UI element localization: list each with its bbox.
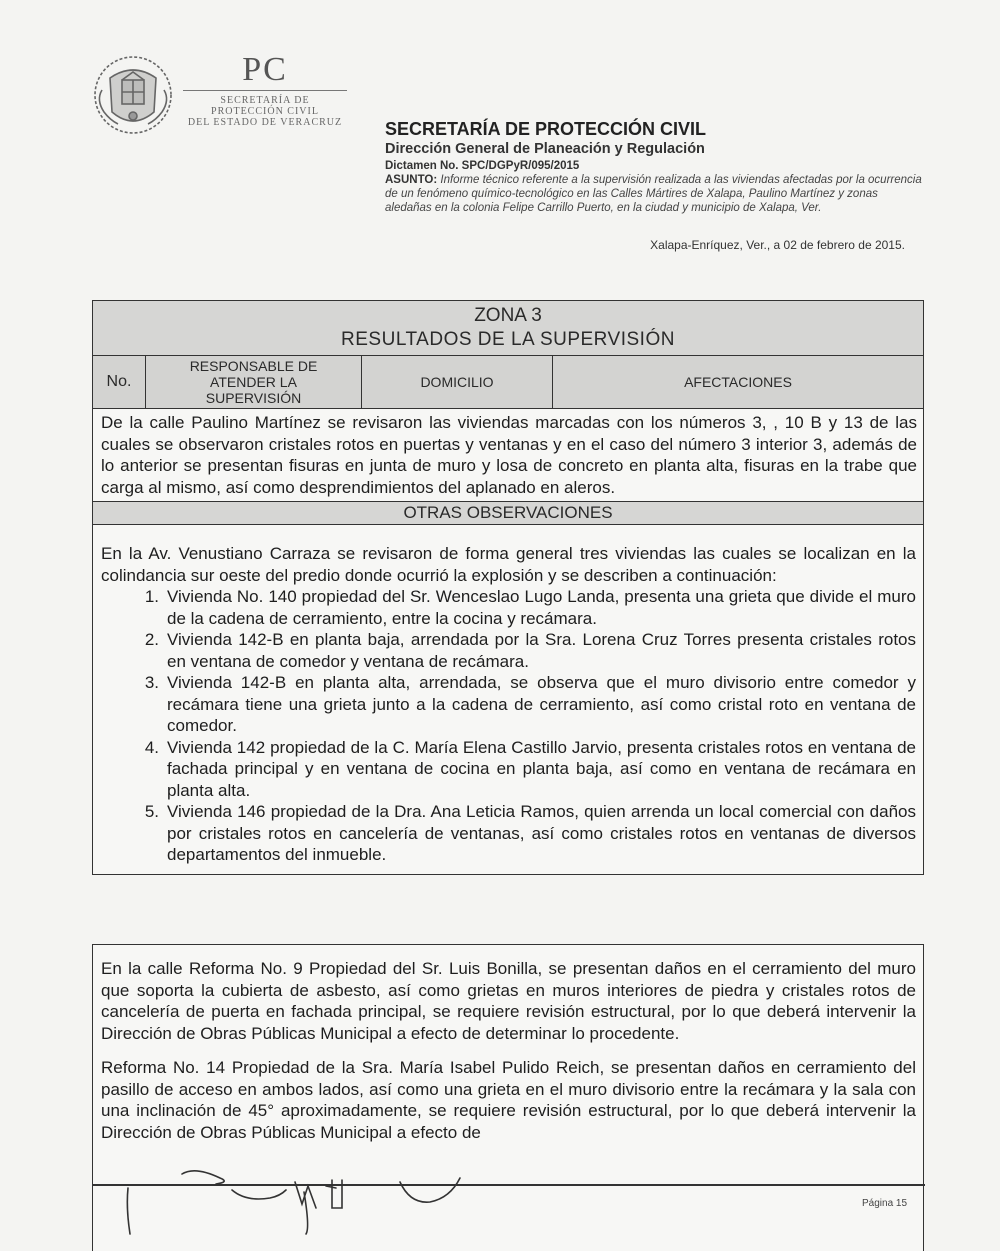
logo-rule [183, 90, 347, 91]
list-item-text: Vivienda No. 140 propiedad del Sr. Wenceslao Lugo Landa, presenta una grieta que divide el muro de la cadena de cerramiento, entre la cocina y recámara. [167, 587, 916, 628]
list-item [101, 672, 916, 737]
col-header-responsable-line: SUPERVISIÓN [205, 390, 302, 406]
dictamen-number: Dictamen No. SPC/DGPyR/095/2015 [385, 160, 580, 172]
header-subtitle: Dirección General de Planeación y Regulación [385, 141, 705, 157]
document-header [385, 118, 925, 252]
col-header-responsable-line: ATENDER LA [210, 374, 297, 390]
zone-header [93, 301, 923, 356]
list-item [101, 801, 916, 866]
header-title: SECRETARÍA DE PROTECCIÓN CIVIL [385, 119, 707, 139]
column-header-row [93, 356, 923, 409]
col-header-no: No. [93, 356, 146, 408]
logo-org-line: SECRETARÍA DE [220, 95, 310, 106]
reforma-9-paragraph: En la calle Reforma No. 9 Propiedad del Sr. Luis Bonilla, se presentan daños en el cerramiento del muro que soporta la cubierta de asbesto, así como grietas en muros interiores de piedra y cristales rotos de cancelería de puerta en fachada principal, se requiere revisión estructural, por lo que deberá intervenir la Dirección de Obras Públicas Municipal a efecto de determinar lo procedente. [101, 959, 916, 1043]
list-item-number: 2. [144, 630, 159, 649]
paulino-martinez-paragraph: De la calle Paulino Martínez se revisaron las viviendas marcadas con los números 3, , 10 B y 13 de las cuales se observaron cristales rotos en puertas y ventanas y en el caso del número 3 interior 3, además de lo anterior se presentan fisuras en junta de muro y losa de concreto en planta alta, fisuras en la trabe que carga al mismo, así como desprendimientos del aplanado en aleros. [93, 409, 923, 502]
asunto-text: Informe técnico referente a la supervisión realizada a las viviendas afectadas por la ocurrencia de un fenómeno químico-tecnológico en las Calles Mártires de Xalapa, Paulino Martínez y zonas aledañas en la colonia Felipe Carrillo Puerto, en la ciudad y municipio de Xalapa, Ver. [385, 174, 922, 214]
logo-org-line: DEL ESTADO DE VERACRUZ [187, 117, 343, 128]
asunto-label: ASUNTO: [385, 174, 438, 186]
col-header-domicilio: DOMICILIO [362, 356, 553, 408]
handwritten-signature-icon [120, 1168, 500, 1238]
col-header-afectaciones: AFECTACIONES [684, 374, 792, 390]
logo-letters: PC [242, 51, 288, 88]
list-item-number: 3. [144, 673, 159, 692]
list-item [101, 586, 916, 629]
col-header-responsable-line: RESPONSABLE DE [189, 358, 318, 374]
dwellings-list [101, 586, 916, 866]
observations-section [93, 525, 923, 874]
list-item-number: 5. [144, 802, 159, 821]
asunto-block [385, 173, 925, 215]
logo-org-line: PROTECCIÓN CIVIL [211, 106, 319, 117]
col-header-responsable [146, 356, 362, 408]
zone-title: ZONA 3 [474, 305, 542, 326]
veracruz-coat-of-arms-icon [88, 50, 178, 140]
document-date: Xalapa-Enríquez, Ver., a 02 de febrero de 2015. [650, 238, 905, 252]
list-item-text: Vivienda 142 propiedad de la C. María Elena Castillo Jarvio, presenta cristales rotos en ventana de fachada principal y en ventana de cocina en planta baja, así como en ventana de recámara en planta alta. [167, 737, 916, 800]
list-item-text: Vivienda 142-B en planta alta, arrendada, se observa que el muro divisorio entre comedor y recámara tiene una grieta junto a la cadena de cerramiento, así como cristal roto en ventana de comedor. [167, 673, 916, 735]
list-item-text: Vivienda 142-B en planta baja, arrendada por la Sra. Lorena Cruz Torres presenta cristales rotos en ventana de comedor y ventana de recámara. [167, 630, 916, 671]
list-item [101, 629, 916, 672]
reforma-14-paragraph: Reforma No. 14 Propiedad de la Sra. María Isabel Pulido Reich, se presentan daños en cerramiento del pasillo de acceso en ambos lados, así como una grieta en el muro divisorio entre la recámara y la sala con una inclinación de 45° aproximadamente, se requiere revisión estructural, por lo que deberá intervenir la Dirección de Obras Públicas Municipal a efecto de [101, 1058, 916, 1142]
results-title: RESULTADOS DE LA SUPERVISIÓN [341, 329, 675, 350]
results-table [92, 300, 924, 875]
venustiano-carranza-paragraph: En la Av. Venustiano Carraza se revisaron de forma general tres viviendas las cuales se localizan en la colindancia sur oeste del predio donde ocurrió la explosión y se describen a continuación: [101, 544, 916, 585]
list-item-number: 1. [144, 587, 159, 606]
agency-logo [175, 52, 355, 128]
other-observations-header: OTRAS OBSERVACIONES [93, 502, 923, 525]
list-item-number: 4. [144, 737, 159, 757]
list-item [101, 737, 916, 802]
page-number: Página 15 [862, 1198, 908, 1209]
list-item-text: Vivienda 146 propiedad de la Dra. Ana Leticia Ramos, quien arrenda un local comercial con daños por cristales rotos en cancelería de ventanas, así como cristales rotos en ventanas de diversos departamentos del inmueble. [167, 802, 916, 864]
